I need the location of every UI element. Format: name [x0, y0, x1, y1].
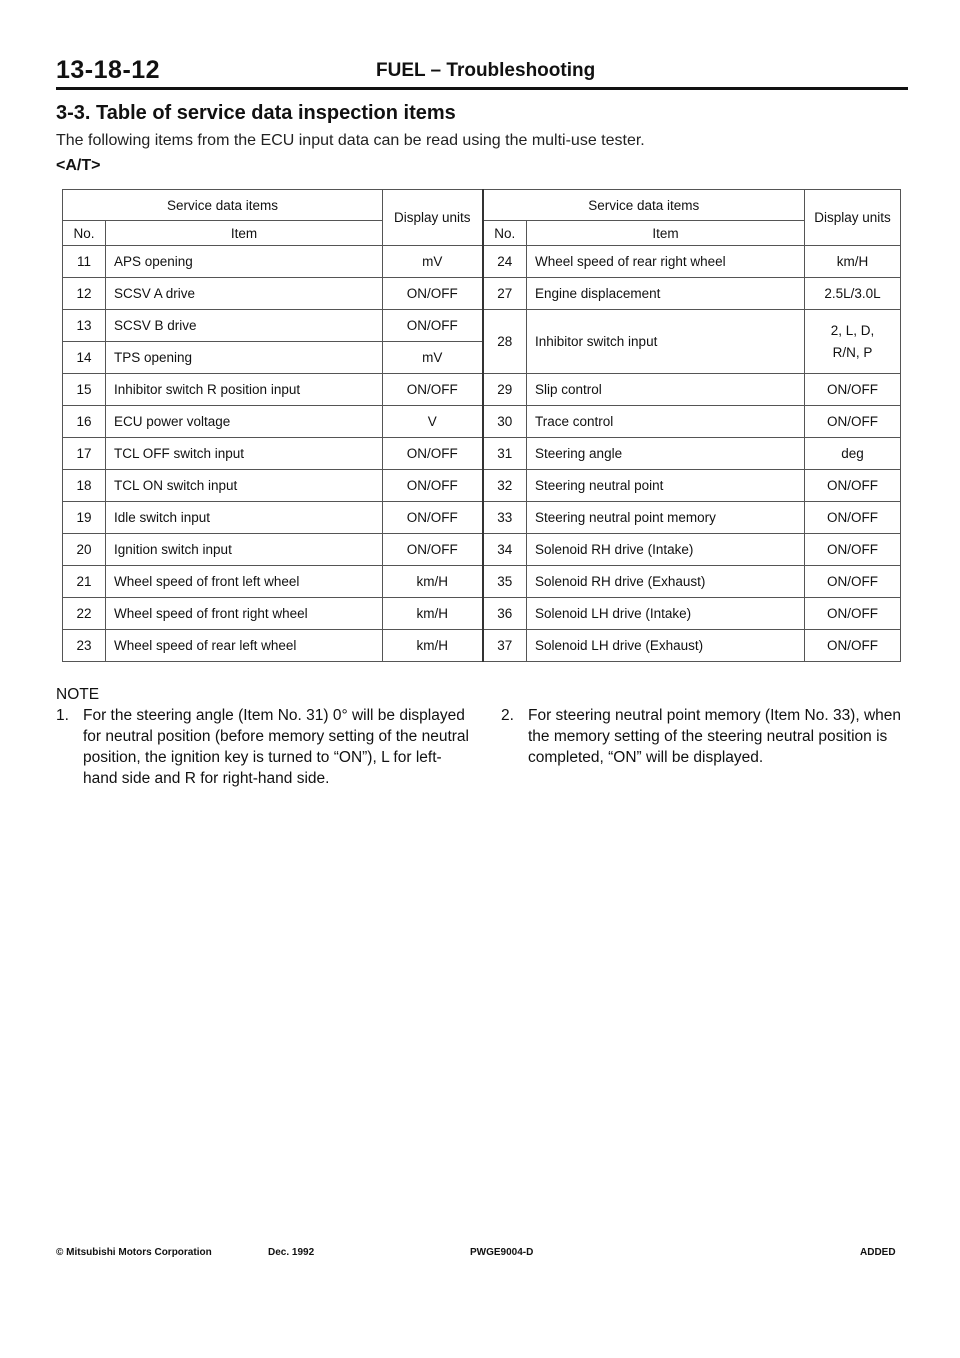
row-no: 23 [63, 630, 106, 662]
row-no: 14 [63, 342, 106, 374]
row-no: 19 [63, 502, 106, 534]
row-no: 15 [63, 374, 106, 406]
table-row [63, 406, 901, 438]
item-header-left: Item [106, 221, 383, 246]
row-item: ECU power voltage [106, 406, 383, 438]
row-item: Wheel speed of front left wheel [106, 566, 383, 598]
row-no: 30 [483, 406, 527, 438]
footer-date: Dec. 1992 [268, 1247, 315, 1258]
note-text: For the steering angle (Item No. 31) 0° will be displayed for neutral position (before memory setting of the neutral position, the ignition key is turned to “ON”), L for left-hand side and R for right-hand side. [83, 707, 469, 787]
row-units: ON/OFF [805, 406, 901, 438]
row-no: 24 [483, 246, 527, 278]
row-item: Solenoid RH drive (Exhaust) [527, 566, 805, 598]
service-data-table [62, 189, 901, 662]
row-no: 31 [483, 438, 527, 470]
row-item: SCSV B drive [106, 310, 383, 342]
group-header-right: Service data items [483, 190, 805, 221]
row-no: 17 [63, 438, 106, 470]
row-units: ON/OFF [383, 470, 483, 502]
note-item-2 [501, 705, 907, 768]
row-no: 20 [63, 534, 106, 566]
display-units-header-left: Display units [383, 190, 483, 246]
section-title: 3-3. Table of service data inspection items [56, 102, 456, 124]
row-item: Idle switch input [106, 502, 383, 534]
row-item: TCL OFF switch input [106, 438, 383, 470]
row-no: 27 [483, 278, 527, 310]
row-units: km/H [383, 630, 483, 662]
row-units: 2, L, D, R/N, P [805, 310, 901, 374]
row-units: km/H [805, 246, 901, 278]
note-text: For steering neutral point memory (Item No. 33), when the memory setting of the steering neutral position is completed, “ON” will be displayed. [528, 707, 902, 766]
row-no: 35 [483, 566, 527, 598]
footer-document-code: PWGE9004-D [470, 1247, 534, 1258]
table-row [63, 566, 901, 598]
table-row [63, 438, 901, 470]
row-no: 22 [63, 598, 106, 630]
row-item: Inhibitor switch input [527, 310, 805, 374]
row-no: 36 [483, 598, 527, 630]
row-item: TPS opening [106, 342, 383, 374]
intro-text: The following items from the ECU input data can be read using the multi-use tester. [56, 132, 645, 149]
row-units: ON/OFF [805, 374, 901, 406]
header-title: FUEL – Troubleshooting [376, 60, 596, 81]
row-units: ON/OFF [383, 278, 483, 310]
row-units: km/H [383, 566, 483, 598]
row-no: 29 [483, 374, 527, 406]
row-item: Wheel speed of rear right wheel [527, 246, 805, 278]
row-item: Wheel speed of front right wheel [106, 598, 383, 630]
table-row [63, 534, 901, 566]
row-item: Slip control [527, 374, 805, 406]
row-item: Ignition switch input [106, 534, 383, 566]
row-units: ON/OFF [383, 534, 483, 566]
row-no: 32 [483, 470, 527, 502]
row-no: 12 [63, 278, 106, 310]
no-header-left: No. [63, 221, 106, 246]
row-units: ON/OFF [805, 566, 901, 598]
page-number: 13-18-12 [56, 56, 161, 84]
row-item: Steering neutral point [527, 470, 805, 502]
row-no: 33 [483, 502, 527, 534]
row-units: ON/OFF [383, 374, 483, 406]
row-no: 13 [63, 310, 106, 342]
row-units: ON/OFF [383, 502, 483, 534]
table-row [63, 374, 901, 406]
row-units: km/H [383, 598, 483, 630]
no-header-right: No. [483, 221, 527, 246]
row-units: ON/OFF [805, 630, 901, 662]
row-item: SCSV A drive [106, 278, 383, 310]
table-row [63, 246, 901, 278]
row-units: 2.5L/3.0L [805, 278, 901, 310]
row-item: Engine displacement [527, 278, 805, 310]
row-units: ON/OFF [805, 534, 901, 566]
row-no: 28 [483, 310, 527, 374]
group-header-left: Service data items [63, 190, 383, 221]
transmission-subtitle: <A/T> [56, 157, 101, 174]
row-no: 11 [63, 246, 106, 278]
row-units: ON/OFF [805, 470, 901, 502]
row-units: ON/OFF [383, 438, 483, 470]
row-units: ON/OFF [383, 310, 483, 342]
row-units: deg [805, 438, 901, 470]
note-number: 1. [56, 707, 69, 724]
row-no: 37 [483, 630, 527, 662]
table-row [63, 278, 901, 310]
row-units: ON/OFF [805, 502, 901, 534]
table-header-row [63, 190, 901, 221]
row-item: Steering neutral point memory [527, 502, 805, 534]
row-item: Solenoid RH drive (Intake) [527, 534, 805, 566]
table-row [63, 502, 901, 534]
row-item: Trace control [527, 406, 805, 438]
row-units: ON/OFF [805, 598, 901, 630]
row-item: APS opening [106, 246, 383, 278]
footer-status: ADDED [860, 1247, 896, 1258]
table-row [63, 470, 901, 502]
table-row [63, 630, 901, 662]
note-number: 2. [501, 707, 514, 724]
row-item: Solenoid LH drive (Exhaust) [527, 630, 805, 662]
row-no: 34 [483, 534, 527, 566]
row-no: 18 [63, 470, 106, 502]
item-header-right: Item [527, 221, 805, 246]
footer-copyright: © Mitsubishi Motors Corporation [56, 1247, 212, 1258]
note-item-1 [56, 705, 471, 789]
row-units: mV [383, 342, 483, 374]
row-item: Solenoid LH drive (Intake) [527, 598, 805, 630]
table-row [63, 310, 901, 342]
row-no: 21 [63, 566, 106, 598]
row-units: mV [383, 246, 483, 278]
row-item: TCL ON switch input [106, 470, 383, 502]
row-item: Inhibitor switch R position input [106, 374, 383, 406]
display-units-header-right: Display units [805, 190, 901, 246]
header-rule [56, 87, 908, 90]
note-label: NOTE [56, 686, 100, 703]
row-item: Wheel speed of rear left wheel [106, 630, 383, 662]
row-no: 16 [63, 406, 106, 438]
row-item: Steering angle [527, 438, 805, 470]
table-row [63, 598, 901, 630]
row-units: V [383, 406, 483, 438]
